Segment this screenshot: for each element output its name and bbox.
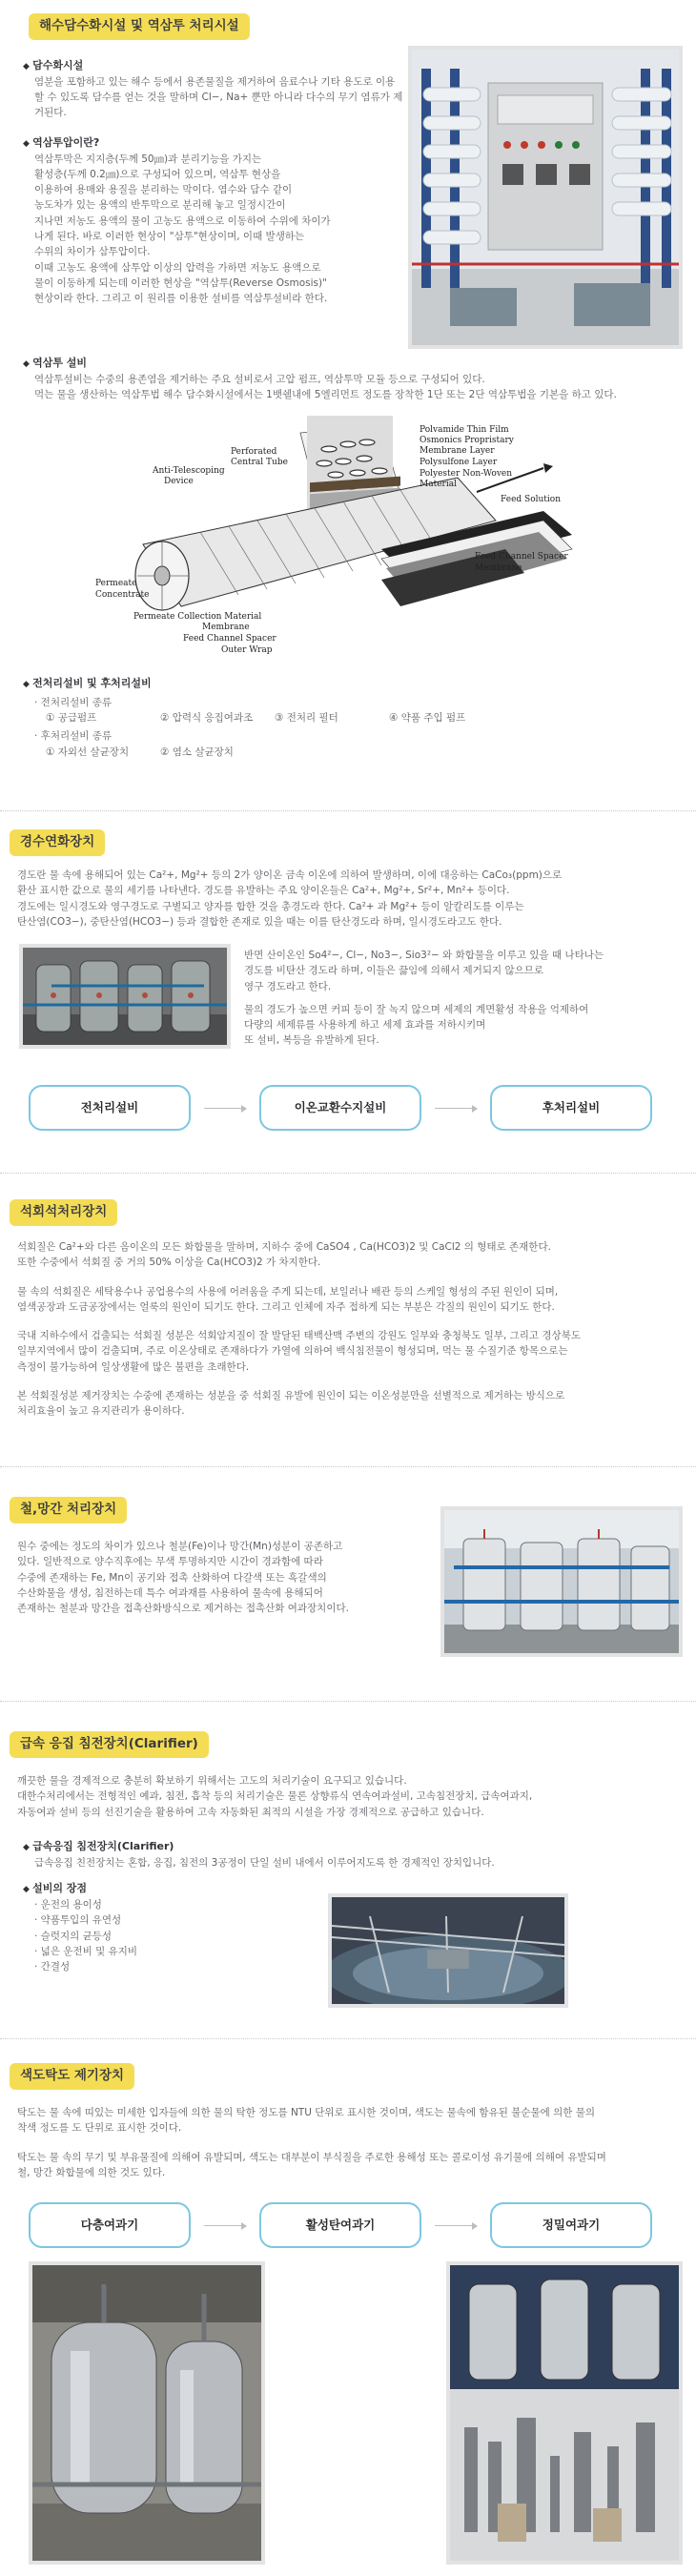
multilayer-filter-photo bbox=[29, 2261, 265, 2565]
list-item: · 약품투입의 유연성 bbox=[34, 1914, 122, 1927]
body-line: 또한 수중에서 석회질 중 거의 50% 이상을 Ca(HCO3)2 가 차지한다. bbox=[17, 1257, 321, 1269]
body-line: 역삼투막은 지지층(두께 50㎛)과 분리기능을 가지는 bbox=[34, 153, 262, 165]
label-concentrate: Concentrate bbox=[95, 590, 150, 600]
flow-step-1: 다층여과기 bbox=[29, 2202, 191, 2248]
clarifier-intro bbox=[17, 1773, 685, 1820]
list-item: · 넓은 운전비 및 유지비 bbox=[34, 1945, 137, 1957]
bullet-title: ◆ 역삼투 설비 bbox=[23, 355, 681, 372]
body-line: 다량의 세제류를 사용하게 하고 세제 효과를 저하시키며 bbox=[244, 1019, 486, 1032]
softener-tank-photo bbox=[19, 944, 231, 1049]
label-material: Material bbox=[420, 480, 457, 489]
section-heading: 해수담수화시설 및 역삼투 처리시설 bbox=[29, 13, 250, 40]
body-line: 농도차가 있는 용액의 반투막으로 분리해 놓고 일정시간이 bbox=[34, 199, 286, 212]
ro-plant-photo bbox=[408, 46, 683, 349]
body-line: 활성층(두께 0.2㎛)으로 구성되어 있으며, 역삼투 현상을 bbox=[34, 168, 281, 180]
arrow-right-icon bbox=[191, 1108, 259, 1109]
body-text: 염분을 포함하고 있는 해수 등에서 용존물질을 제거하여 음료수나 기타 용도로 이용할 수 있도록 담수를 얻는 것을 말하며 Cl−, Na+ 뿐만 아니라 다수의 무기 염류가 제거된다. bbox=[34, 75, 403, 119]
list-item: ② 압력식 응집여과조 bbox=[160, 712, 254, 725]
list-item: ④ 약품 주입 펌프 bbox=[389, 712, 466, 725]
body-line: 이용하여 용매와 용질을 분리하는 막이다. 염수와 담수 같이 bbox=[34, 184, 293, 196]
body-line: 원수 중에는 정도의 차이가 있으나 철분(Fe)이나 망간(Mn)성분이 공존하고 bbox=[17, 1541, 343, 1552]
section-heading: 색도탁도 제기장치 bbox=[10, 2063, 134, 2090]
section-divider bbox=[0, 1466, 696, 1467]
flow-step-2: 이온교환수지설비 bbox=[259, 1085, 421, 1131]
softener-process-flow bbox=[29, 1085, 652, 1131]
posttreatment-list bbox=[34, 745, 681, 760]
bullet-title: ◆ 급속응집 침전장치(Clarifier) bbox=[23, 1838, 681, 1855]
arrow-right-icon bbox=[421, 2225, 490, 2226]
label-membrane-layer: Membrane Layer bbox=[420, 446, 495, 456]
turbidity-process-flow bbox=[29, 2202, 652, 2248]
body-line: 수위의 차이가 삼투압이다. bbox=[34, 246, 151, 258]
body-line: 물 속의 석회질은 세탁용수나 공업용수의 사용에 어려움을 주게 되는데, 보일러나 배관 등의 스케일 형성의 주된 원인이 되며, bbox=[17, 1285, 559, 1298]
section-heading: 경수연화장치 bbox=[10, 829, 105, 856]
body-line: 착색 정도를 도 단위로 표시한 것이다. bbox=[17, 2122, 182, 2135]
desal-text-block bbox=[23, 57, 404, 306]
list-item: · 슬럿지의 균등성 bbox=[34, 1930, 113, 1942]
pretreatment-list bbox=[34, 710, 681, 726]
body-line: 먹는 물을 생산하는 역삼투법 해수 담수화시설에서는 1뱃쉘내에 5엘리먼트 정도를 장착한 1단 또는 2단 역삼투법을 기본을 하고 있다. bbox=[34, 389, 617, 401]
body-line: 대한수처리에서는 전형적인 예과, 침전, 흡착 등의 처리기술은 물론 상향류식 연속여과설비, 고속침전장치, 급속여과지, bbox=[17, 1790, 533, 1803]
section-divider bbox=[0, 1173, 696, 1174]
body-text: 급속응집 친전장치는 혼합, 응집, 침전의 3공정이 단일 설비 내에서 이루어지도록 한 경제적인 장치입니다. bbox=[34, 1856, 495, 1869]
body-line: 탄산염(CO3−), 중탄산염(HCO3−) 등과 결합한 존재로 있을 때는 이를 탄산경도라 하며, 일시경도라고도 한다. bbox=[17, 915, 502, 928]
flow-step-3: 정밀여과기 bbox=[490, 2202, 652, 2248]
pre-post-treatment-block bbox=[23, 675, 681, 760]
section-heading: 급속 응집 침전장치(Clarifier) bbox=[10, 1731, 209, 1758]
body-line: 경도란 물 속에 용해되어 있는 Ca²+, Mg²+ 등의 2가 양이온 금속 이온에 의하여 발생하며, 이에 대응하는 CaCo₃(ppm)으로 bbox=[17, 869, 563, 881]
list-item: ③ 전처리 필터 bbox=[275, 712, 338, 725]
list-item: ① 자외선 살균장치 bbox=[46, 746, 130, 758]
label-permeate-collection: Permeate Collection Material bbox=[133, 612, 262, 622]
body-line: 석회질은 Ca²+와 다른 음이온의 모든 화합물을 말하며, 지하수 중에 CaSO4 , Ca(HCO3)2 및 CaCl2 의 형태로 존재한다. bbox=[17, 1241, 551, 1253]
section-desalination bbox=[0, 13, 696, 40]
flow-step-2: 활성탄여과기 bbox=[259, 2202, 421, 2248]
label-polysulfone: Polysulfone Layer bbox=[420, 458, 498, 467]
body-line bbox=[244, 994, 683, 1002]
precision-filter-photo bbox=[446, 2261, 683, 2565]
list-item: · 간결성 bbox=[34, 1961, 71, 1973]
posttreatment-title: · 후처리설비 종류 bbox=[34, 730, 113, 743]
label-feed-channel-spacer-2: Feed Channel Spacer bbox=[183, 634, 276, 644]
softener-right-text bbox=[244, 948, 683, 1049]
clarifier-photo bbox=[328, 1893, 568, 2008]
pretreatment-title: · 전처리설비 종류 bbox=[34, 696, 113, 708]
list-item: ② 염소 살균장치 bbox=[160, 746, 234, 758]
label-polyamide: Polvamide Thin Film bbox=[420, 425, 509, 435]
body-line: 나게 된다. 바로 이러한 현상이 "삼투"현상이며, 이때 발생하는 bbox=[34, 231, 305, 242]
body-line: 깨끗한 물을 경제적으로 충분히 확보하기 위해서는 고도의 처리기술이 요구되고 있습니다. bbox=[17, 1775, 407, 1787]
label-central-tube: Central Tube bbox=[231, 458, 288, 467]
body-line: 또 설비, 복등을 유발하게 된다. bbox=[244, 1034, 379, 1047]
body-line: 일부지역에서 많이 검출되며, 주로 이온상태로 존재하다가 가열에 의하여 백식침전물이 형성되며, 먹는 물 수질기준 항목으로는 bbox=[17, 1345, 568, 1358]
body-line: 영구 경도라고 한다. bbox=[244, 980, 332, 992]
section-divider bbox=[0, 2038, 696, 2039]
label-feed-solution: Feed Solution bbox=[501, 495, 561, 504]
body-line: 있다. 일반적으로 양수직후에는 무색 투명하지만 시간이 경과함에 따라 bbox=[17, 1556, 323, 1568]
body-line: 물이 이동하게 되는데 이러한 현상을 "역삼투(Reverse Osmosis)" bbox=[34, 276, 327, 289]
bullet-title: ◆ 설비의 장점 bbox=[23, 1880, 681, 1897]
iron-manganese-text bbox=[17, 1539, 437, 1616]
ro-description bbox=[23, 152, 404, 307]
body-line: 물의 경도가 높으면 커피 등이 잘 녹지 않으며 세제의 계면활성 작용을 억제하여 bbox=[244, 1003, 589, 1015]
limestone-text bbox=[17, 1239, 685, 1419]
softener-intro bbox=[17, 868, 685, 930]
section-heading: 철,망간 처리장치 bbox=[10, 1497, 127, 1523]
body-line: 역삼투설비는 수중의 용존염을 제거하는 주요 설비로서 고압 펌프, 역삼투막 모듈 등으로 구성되어 있다. bbox=[34, 373, 485, 385]
body-line: 염색공장과 도금공장에서는 얼룩의 원인이 되기도 한다. 그리고 인체에 자주 접하게 되는 부분은 각질의 원인이 되기도 한다. bbox=[17, 1300, 555, 1313]
arrow-right-icon bbox=[191, 2225, 259, 2226]
bullet-title: ◆ 역삼투압이란? bbox=[23, 134, 404, 152]
label-membrane-2: Membrane bbox=[202, 623, 250, 632]
label-osmonics: Osmonics Propristary bbox=[420, 436, 514, 445]
turbidity-text bbox=[17, 2105, 685, 2180]
body-line: 존재하는 철분과 망간을 접촉산화방식으로 제거하는 접촉산화 여과장치이다. bbox=[17, 1603, 349, 1615]
bullet-title: ◆ 담수화시설 bbox=[23, 57, 404, 74]
body-line: 환산 표시한 값으로 물의 세기를 나타낸다. 경도를 유발하는 주요 양이온들은 Ca²+, Mg²+, Sr²+, Mn²+ 등이다. bbox=[17, 885, 510, 897]
body-line: 측정이 불가능하여 일상생활에 많은 불편을 초래한다. bbox=[17, 1360, 250, 1373]
list-item: · 운전의 용이성 bbox=[34, 1899, 102, 1912]
label-feed-channel-spacer: Feed Channel Spacer bbox=[475, 552, 568, 562]
label-anti-tele-2: Device bbox=[164, 477, 194, 486]
section-heading: 석회석처리장치 bbox=[10, 1199, 117, 1226]
list-item: ① 공급펌프 bbox=[46, 712, 97, 725]
body-line: 처리효율이 높고 유지관리가 용이하다. bbox=[17, 1405, 185, 1418]
body-line: 국내 지하수에서 검출되는 석회질 성분은 석회암지질이 잘 발달된 태백산맥 주변의 강원도 일부와 충청북도 일부, 그리고 경상북도 bbox=[17, 1330, 581, 1342]
label-outer-wrap: Outer Wrap bbox=[221, 645, 273, 655]
bullet-title: ◆ 전처리설비 및 후처리설비 bbox=[23, 675, 681, 692]
body-line: 반면 산이온인 So4²−, Cl−, No3−, Sio3²− 와 화합물을 이루고 있을 때 나타나는 bbox=[244, 950, 604, 961]
iron-filter-photo bbox=[440, 1506, 683, 1657]
body-line: 수산화물을 생성, 침전하는데 특수 여과재를 사용하여 물속에 용해되어 bbox=[17, 1586, 323, 1599]
body-line: 자동여과 설비 등의 선진기술을 활용하여 고속 자동화된 최적의 시설을 가장 경제적으로 공급하고 있습니다. bbox=[17, 1806, 484, 1818]
body-line: 현상이라 한다. 그리고 이 원리를 이용한 설비를 역삼투설비라 한다. bbox=[34, 293, 328, 305]
body-line: 경도를 비탄산 경도라 하며, 이들은 끓임에 의해서 제거되지 않으므로 bbox=[244, 965, 544, 977]
arrow-right-icon bbox=[421, 1108, 490, 1109]
body-line: 탁도는 물 속에 띠있는 미세한 입자들에 의한 물의 탁한 정도를 NTU 단위로 표시한 것이며, 색도는 물속에 함유된 불순물에 의한 물의 bbox=[17, 2107, 595, 2118]
body-line: 지나면 저농도 용액의 물이 고농도 용액으로 이동하여 수위에 차이가 bbox=[34, 215, 331, 227]
body-line: 이때 고농도 용액에 삼투압 이상의 압력을 가하면 저농도 용액으로 bbox=[34, 261, 321, 274]
label-polyester: Polyester Non-Woven bbox=[420, 469, 513, 479]
body-line: 수중에 존재하는 Fe, Mn이 공기와 접촉 산화하여 다갈색 또는 흑갈색의 bbox=[17, 1571, 327, 1584]
section-divider bbox=[0, 810, 696, 811]
body-line: 본 석회질성분 제거장치는 수중에 존재하는 성분을 중 석회질 유발에 원인이 되는 이온성분만을 선별적으로 제거하는 방식으로 bbox=[17, 1389, 565, 1401]
label-perforated: Perforated bbox=[231, 447, 277, 457]
ro-equipment-block bbox=[23, 355, 681, 402]
label-permeate: Permeate bbox=[95, 579, 137, 588]
label-anti-tele-1: Anti-Telescoping bbox=[153, 466, 225, 476]
body-line: 경도에는 일시경도와 영구경도로 구별되고 양자를 합한 것을 총경도라 한다. Ca²+ 과 Mg²+ 등이 알칼리도를 이루는 bbox=[17, 900, 524, 912]
body-line: 탁도는 물 속의 무기 및 부유물질에 의해여 유발되며, 색도는 대부분이 부식질을 주로한 용해성 또는 콜로이성 유기물에 의해여 유발되며 bbox=[17, 2151, 606, 2163]
section-divider bbox=[0, 1701, 696, 1702]
ro-membrane-diagram bbox=[95, 416, 591, 664]
body-line: 철, 망간 화합물에 의한 것도 있다. bbox=[17, 2166, 166, 2178]
flow-step-1: 전처리설비 bbox=[29, 1085, 191, 1131]
flow-step-3: 후처리설비 bbox=[490, 1085, 652, 1131]
label-membrane: Membrane bbox=[475, 563, 522, 573]
